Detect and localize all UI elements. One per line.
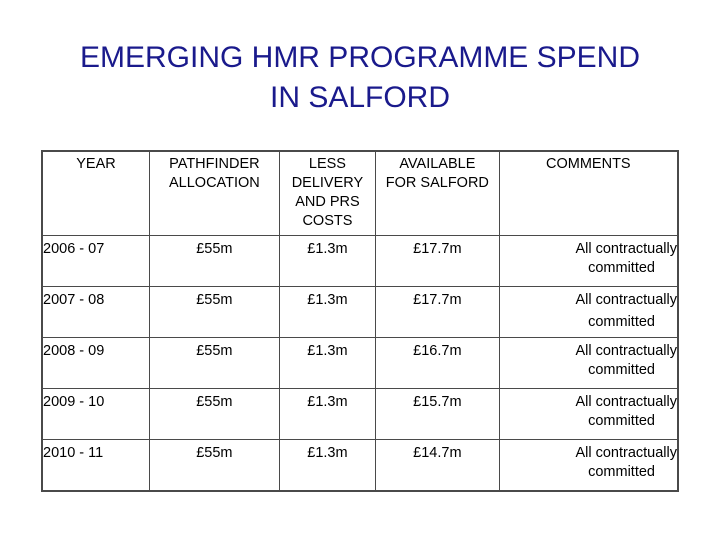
header-pathfinder-line1: PATHFINDER: [169, 156, 260, 172]
header-available-line2: FOR SALFORD: [385, 175, 489, 191]
cell-available: £15.7m: [376, 389, 500, 440]
header-less-line1: LESS: [308, 156, 346, 172]
cell-allocation: £55m: [149, 389, 279, 440]
slide-title-line1: EMERGING HMR PROGRAMME SPEND: [79, 41, 641, 74]
table-header-row: [42, 151, 678, 236]
cell-less: £1.3m: [279, 338, 375, 389]
cell-allocation: £55m: [149, 287, 279, 338]
cell-less: £1.3m: [279, 440, 375, 492]
cell-year: 2006 - 07: [42, 236, 149, 287]
header-pathfinder-allocation: [149, 151, 279, 236]
comment-line1: All contractually: [575, 241, 677, 257]
header-comments: [499, 151, 678, 236]
cell-allocation: £55m: [149, 338, 279, 389]
table-row: [42, 236, 678, 287]
slide-title-line2: IN SALFORD: [269, 81, 451, 114]
comment-line2: committed: [588, 464, 655, 480]
table-row: [42, 440, 678, 492]
comment-line2: committed: [588, 362, 655, 378]
comment-line1: All contractually: [575, 445, 677, 461]
cell-less: £1.3m: [279, 287, 375, 338]
comment-line1: All contractually: [575, 343, 677, 359]
comment-line2: committed: [588, 413, 655, 429]
table-row: [42, 338, 678, 389]
table-row: [42, 287, 678, 338]
cell-less: £1.3m: [279, 389, 375, 440]
cell-available: £14.7m: [376, 440, 500, 492]
cell-year: 2009 - 10: [42, 389, 149, 440]
cell-comment: [499, 338, 678, 389]
header-available: [376, 151, 500, 236]
header-available-line1: AVAILABLE: [399, 156, 476, 172]
cell-allocation: £55m: [149, 440, 279, 492]
header-less-line3: AND PRS: [295, 194, 360, 210]
cell-comment: [499, 236, 678, 287]
cell-year: 2008 - 09: [42, 338, 149, 389]
header-less-delivery: [279, 151, 375, 236]
comment-line2: committed: [588, 260, 655, 276]
header-year-label: YEAR: [76, 156, 116, 172]
cell-year: 2007 - 08: [42, 287, 149, 338]
cell-comment: [499, 389, 678, 440]
cell-comment: [499, 440, 678, 492]
cell-allocation: £55m: [149, 236, 279, 287]
header-comments-label: COMMENTS: [546, 156, 631, 172]
cell-available: £17.7m: [376, 236, 500, 287]
header-less-line4: COSTS: [302, 213, 353, 229]
comment-line2: committed: [588, 314, 655, 330]
spend-table: [41, 150, 679, 492]
header-year: [42, 151, 149, 236]
table-row: [42, 389, 678, 440]
header-pathfinder-line2: ALLOCATION: [168, 175, 260, 191]
comment-line1: All contractually: [575, 394, 677, 410]
cell-less: £1.3m: [279, 236, 375, 287]
comment-line1: All contractually: [575, 292, 677, 308]
cell-available: £16.7m: [376, 338, 500, 389]
slide-title: [0, 38, 720, 118]
cell-comment: [499, 287, 678, 338]
cell-year: 2010 - 11: [42, 440, 149, 492]
cell-available: £17.7m: [376, 287, 500, 338]
header-less-line2: DELIVERY: [291, 175, 364, 191]
